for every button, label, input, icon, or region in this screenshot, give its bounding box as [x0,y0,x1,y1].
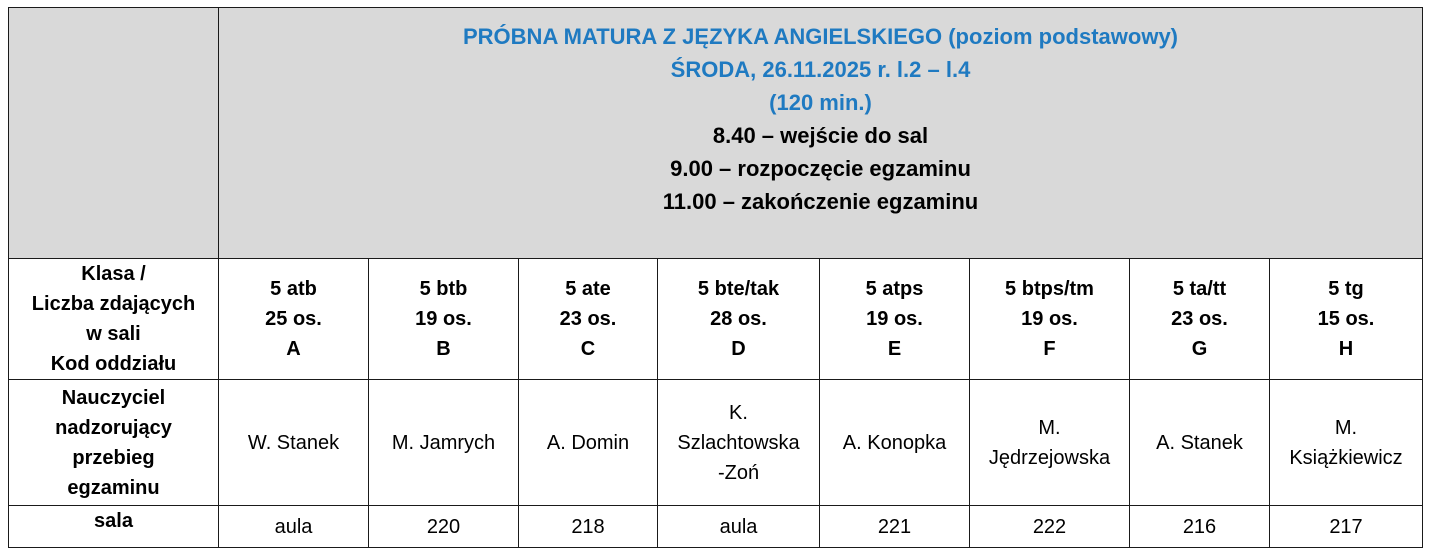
class-cell: 5 tg 15 os. H [1270,259,1423,380]
room-cell: 218 [519,506,658,548]
teacher-cell: A. Domin [519,380,658,506]
teacher-cell: M. Książkiewicz [1270,380,1423,506]
teacher-cell: M. Jamrych [369,380,519,506]
teacher-cell: M. Jędrzejowska [970,380,1130,506]
schedule-table [8,7,1423,548]
teacher-cell: A. Konopka [820,380,970,506]
exam-title: PRÓBNA MATURA Z JĘZYKA ANGIELSKIEGO (poziom podstawowy) [463,24,1178,49]
header-corner-cell [9,8,219,259]
header-row [9,8,1423,259]
teacher-row-label: Nauczyciel nadzorujący przebieg egzaminu [9,380,219,506]
room-cell: aula [219,506,369,548]
class-row-label: Klasa / Liczba zdających w sali Kod oddziału [9,259,219,380]
exam-header-cell [219,8,1423,259]
room-cell: 217 [1270,506,1423,548]
class-cell: 5 btps/tm 19 os. F [970,259,1130,380]
room-cell: aula [658,506,820,548]
teacher-cell: W. Stanek [219,380,369,506]
room-cell: 222 [970,506,1130,548]
exam-duration: (120 min.) [769,90,872,115]
teacher-cell: A. Stanek [1130,380,1270,506]
class-cell: 5 atb 25 os. A [219,259,369,380]
exam-date: ŚRODA, 26.11.2025 r. l.2 – l.4 [670,57,971,82]
class-cell: 5 btb 19 os. B [369,259,519,380]
class-cell: 5 bte/tak 28 os. D [658,259,820,380]
room-cell: 221 [820,506,970,548]
class-cell: 5 atps 19 os. E [820,259,970,380]
class-row [9,259,1423,380]
exam-schedule [8,7,1423,548]
room-row-label: sala [9,506,219,548]
room-row [9,506,1423,548]
teacher-cell: K. Szlachtowska -Zoń [658,380,820,506]
room-cell: 216 [1130,506,1270,548]
teacher-row [9,380,1423,506]
time-end: 11.00 – zakończenie egzaminu [662,189,979,214]
room-cell: 220 [369,506,519,548]
class-cell: 5 ta/tt 23 os. G [1130,259,1270,380]
time-entry: 8.40 – wejście do sal [712,123,929,148]
class-cell: 5 ate 23 os. C [519,259,658,380]
time-start: 9.00 – rozpoczęcie egzaminu [670,156,971,181]
